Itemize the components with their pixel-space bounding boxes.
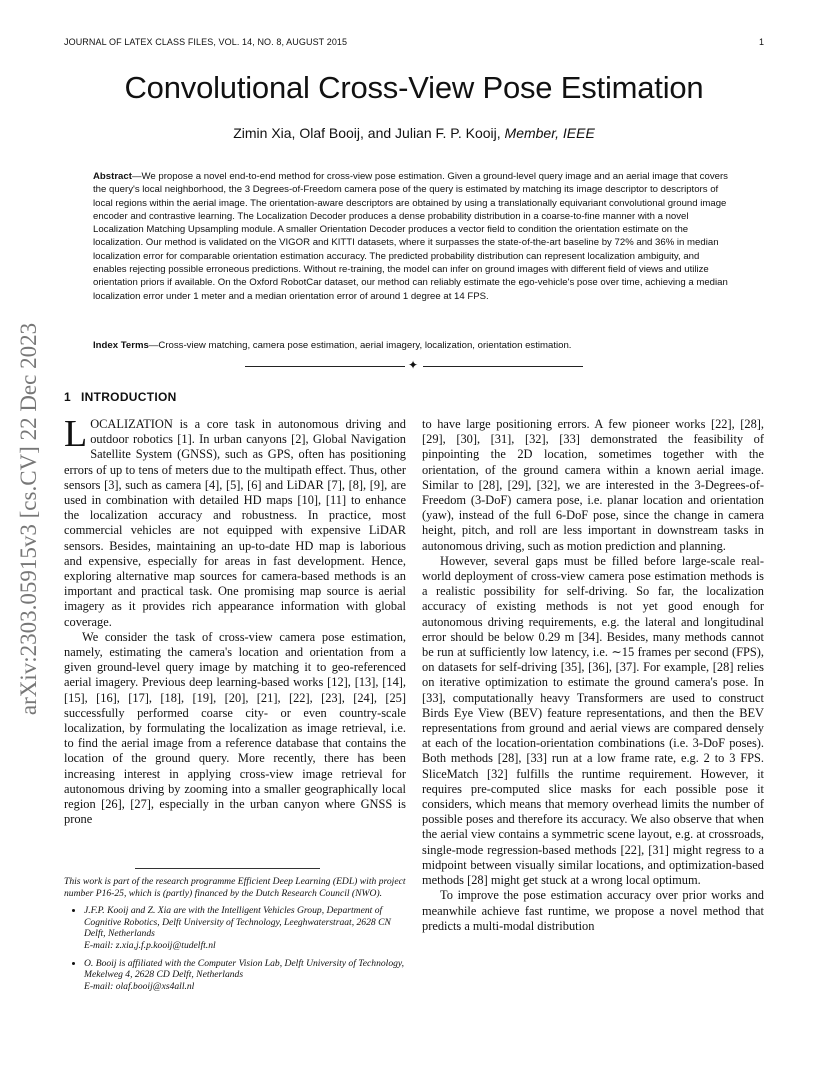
index-terms-text: —Cross-view matching, camera pose estimation, aerial imagery, localization, orientation estimation. bbox=[148, 340, 572, 351]
paragraph-text: is a core task in autonomous driving and outdoor robotics [1]. In urban canyons [2], Global Navigation Satellite System (GNSS), such as GPS, often has positioning errors of up to tens of meters due to the multipath effect. Thus, other sensors [3], such as camera [4], [5], [6] and LiDAR [7], [8], [9], are used in combination with detailed HD maps [10], [11] to enhance the localization accuracy and robustness. In practice, most commercial vehicles are not equipped with expensive LiDAR sensors. Besides, maintaining an up-to-date HD map is laborious and expensive, especially for areas in fast development. Hence, exploring alternative map sources for camera-based methods is an important and practical task. One promising map source is aerial imagery as it provides rich appearance information with global coverage. bbox=[64, 417, 406, 629]
footnotes bbox=[64, 876, 408, 998]
divider-star-icon: ✦ bbox=[408, 358, 419, 372]
divider-line-right bbox=[423, 366, 583, 367]
left-column bbox=[64, 413, 406, 827]
intro-paragraph-4: However, several gaps must be filled before large-scale real-world deployment of cross-view camera pose estimation methods is a realistic possibility for self-driving. So far, the localization accuracy of existing methods is not yet good enough for autonomous driving requirements, e.g. the lateral and longitudinal error should be below 0.29 m [34]. Besides, many methods cannot be run at sufficiently low latency, i.e. ∼15 frames per second (FPS), on datasets for self-driving [35], [36], [37]. For example, [28] relies on iterative optimization to estimate the ground camera's pose. In [33], computationally heavy Transformers are used to construct Birds Eye View (BEV) feature representations, and then the BEV representations from ground and aerial views are compared densely at each of the location-orientation combinations (i.e. 3-DoF poses). Both methods [28], [33] run at a low frame rate, e.g. 2 to 3 FPS. SliceMatch [32] fulfills the runtime requirement. However, it requires pre-computed slice masks for each possible pose it considers, which means that memory overhead limits the number of possible poses and therefore its accuracy. We also observe that when the aerial view contains a symmetric scene layout, e.g. at crossroads, single-mode regression-based methods [22], [31] might regress to a midpoint between visually similar locations, and optimization-based methods [28] might get stuck at a wrong local optimum. bbox=[422, 553, 764, 888]
intro-paragraph-3: to have large positioning errors. A few pioneer works [22], [28], [29], [30], [31], [32], [33] demonstrated the feasibility of pinpointing the 2D location, sometimes together with the orientation, of the ground camera within a known aerial image. Similar to [28], [29], [32], we are interested in the 3-Degrees-of-Freedom (3-DoF) camera pose, i.e. planar location and orientation (yaw), instead of the full 6-DoF pose, since the change in camera height, pitch, and roll are less important in downstream tasks in autonomous driving, such as motion prediction and planning. bbox=[422, 417, 764, 553]
divider-line-left bbox=[245, 366, 405, 367]
section-divider bbox=[245, 358, 585, 372]
section-number: 1 bbox=[64, 390, 71, 404]
affiliation-email: E-mail: olaf.booij@xs4all.nl bbox=[84, 980, 195, 992]
index-terms-label: Index Terms bbox=[93, 340, 149, 351]
arxiv-sidebar bbox=[12, 284, 46, 754]
footnote-rule bbox=[135, 868, 320, 869]
running-header: JOURNAL OF LATEX CLASS FILES, VOL. 14, NO. 8, AUGUST 2015 bbox=[64, 37, 348, 47]
intro-paragraph-2: We consider the task of cross-view camera pose estimation, namely, estimating the camera's location and orientation from a given ground-level query image by matching it to geo-referenced aerial imagery. Previous deep learning-based works [12], [13], [14], [15], [16], [17], [18], [19], [20], [21], [22], [23], [24], [25] successfully performed coarse city- or even country-scale localization, by formulating the localization as image retrieval, i.e. to find the aerial image from a reference database that contains the location of the ground query. More recently, there has been increasing interest in applying cross-view image retrieval for autonomous driving by zooming into a smaller geographically local region [26], [27], especially in the urban canyon where GNSS is prone bbox=[64, 629, 406, 827]
right-column bbox=[422, 417, 764, 934]
intro-paragraph-5: To improve the pose estimation accuracy over prior works and meanwhile achieve fast runtime, we propose a novel method that predicts a multi-modal distribution bbox=[422, 888, 764, 933]
smallcaps-word: OCALIZATION bbox=[90, 417, 173, 431]
section-heading bbox=[64, 390, 177, 404]
abstract bbox=[93, 170, 733, 303]
abstract-label: Abstract bbox=[93, 171, 132, 182]
author-membership: Member, IEEE bbox=[504, 125, 595, 141]
page-number: 1 bbox=[758, 37, 764, 47]
affiliation-item bbox=[84, 958, 408, 993]
arxiv-identifier: arXiv:2303.05915v3 [cs.CV] 22 Dec 2023 bbox=[16, 322, 41, 716]
funding-note: This work is part of the research programme Efficient Deep Learning (EDL) with project number P16-25, which is (partly) financed by the Dutch Research Council (NWO). bbox=[64, 876, 406, 899]
index-terms bbox=[93, 339, 733, 352]
drop-cap: L bbox=[64, 413, 88, 455]
affiliation-list bbox=[64, 905, 408, 992]
affiliation-item bbox=[84, 905, 408, 951]
intro-paragraph-1 bbox=[64, 413, 406, 630]
section-title: INTRODUCTION bbox=[80, 390, 177, 404]
abstract-text: —We propose a novel end-to-end method for cross-view pose estimation. Given a ground-level query image and an aerial image that covers the query's local neighborhood, the 3 Degrees-of-Freedom camera pose of the query is estimated by matching its image descriptor to descriptors of local regions within the aerial image. The orientation-aware descriptors are obtained by using a translationally equivariant convolutional ground image encoder and contrastive learning. The Localization Decoder produces a dense probability distribution in a coarse-to-fine manner with a novel Localization Matching Upsampling module. A smaller Orientation Decoder produces a vector field to condition the orientation estimate on the localization. Our method is validated on the VIGOR and KITTI datasets, where it surpasses the state-of-the-art baseline by 72% and 36% in median localization error for comparable orientation estimation accuracy. The predicted probability distribution can represent localization ambiguity, and enables rejecting possible erroneous predictions. Without re-training, the model can infer on ground images with different field of views and utilize orientation priors if available. On the Oxford RobotCar dataset, our method can reliably estimate the ego-vehicle's pose over time, achieving a median localization error under 1 meter and a median orientation error of around 1 degree at 14 FPS. bbox=[93, 171, 728, 302]
affiliation-text: O. Booij is affiliated with the Computer Vision Lab, Delft University of Technology, Mekelweg 4, 2628 CD Delft, Netherlands bbox=[84, 957, 405, 981]
paper-title: Convolutional Cross-View Pose Estimation bbox=[124, 70, 704, 105]
author-line bbox=[0, 125, 828, 141]
author-names: Zimin Xia, Olaf Booij, and Julian F. P. Kooij, bbox=[233, 125, 501, 141]
affiliation-email: E-mail: z.xia,j.f.p.kooij@tudelft.nl bbox=[84, 939, 216, 951]
affiliation-text: J.F.P. Kooij and Z. Xia are with the Intelligent Vehicles Group, Department of Cognitive Robotics, Delft University of Technology, Leeghwaterstraat, 2628 CN Delft, Netherlands bbox=[84, 905, 391, 940]
